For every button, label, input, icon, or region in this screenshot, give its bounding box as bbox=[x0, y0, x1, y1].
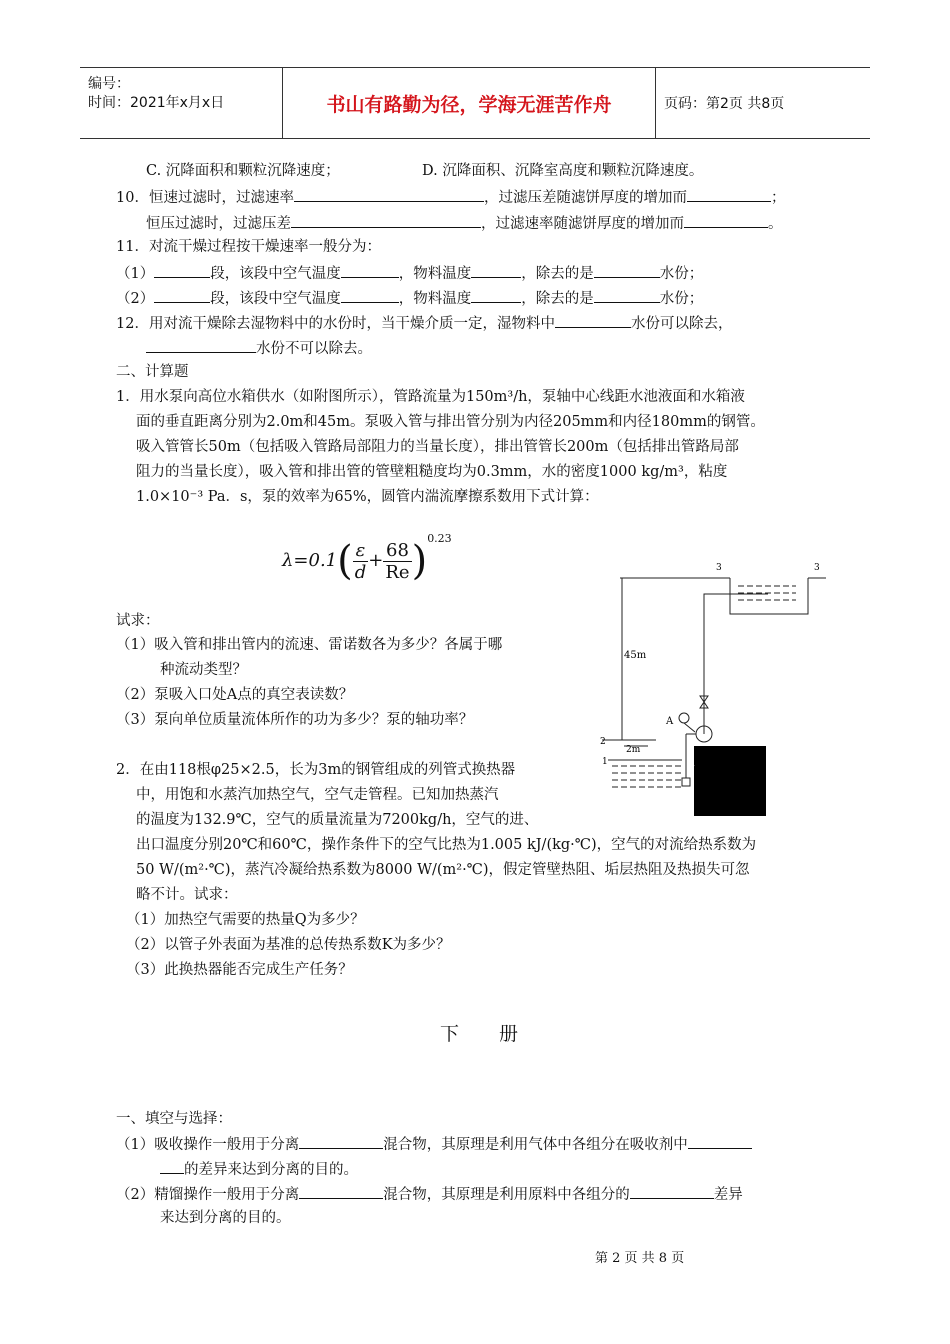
header-page-info: 页码：第2页 共8页 bbox=[664, 96, 785, 112]
blank[interactable] bbox=[154, 288, 210, 303]
problem-2-line4: 出口温度分别20℃和60℃，操作条件下的空气比热为1.005 kJ/(kg·℃)，空气的对流给热系数为 bbox=[136, 837, 757, 853]
text: ，物料温度 bbox=[398, 266, 472, 282]
height-label: 45m bbox=[624, 650, 647, 661]
text: （2）精馏操作一般用于分离 bbox=[116, 1187, 300, 1203]
header-right-cell bbox=[656, 68, 870, 138]
text: ，除去的是 bbox=[521, 266, 594, 282]
datum-3-right-label: 3 bbox=[814, 563, 820, 573]
option-d: D. 沉降面积、沉降室高度和颗粒沉降速度。 bbox=[422, 163, 704, 179]
blank[interactable] bbox=[299, 1184, 383, 1199]
item-number: （1） bbox=[116, 266, 155, 282]
text: 12．用对流干燥除去湿物料中的水份时，当干燥介质一定，湿物料中 bbox=[116, 316, 555, 332]
blank[interactable] bbox=[291, 213, 481, 228]
text: ，物料温度 bbox=[398, 291, 472, 307]
blank[interactable] bbox=[688, 1134, 752, 1149]
header-motto: 书山有路勤为径，学海无涯苦作舟 bbox=[326, 94, 612, 116]
open-paren: ( bbox=[337, 538, 353, 584]
fill-2-line2: 来达到分离的目的。 bbox=[160, 1210, 291, 1226]
blank[interactable] bbox=[146, 338, 256, 353]
friction-formula bbox=[282, 532, 452, 584]
question-11: 11．对流干燥过程按干燥速率一般分为： bbox=[116, 239, 381, 255]
question-12-line1 bbox=[116, 313, 732, 333]
text: ，除去的是 bbox=[521, 291, 594, 307]
question-12-line2 bbox=[146, 338, 372, 358]
doc-number-label: 编号： bbox=[88, 76, 130, 92]
fill-1-line2 bbox=[160, 1159, 358, 1179]
page-header bbox=[80, 67, 870, 139]
problem-1-line1: 1．用水泵向高位水箱供水（如附图所示），管路流量为150m³/h，泵轴中心线距水池液面和水箱液 bbox=[116, 389, 745, 405]
blank[interactable] bbox=[341, 288, 399, 303]
problem-2-q3: （3）此换热器能否完成生产任务？ bbox=[126, 962, 353, 978]
problem-1-line2: 面的垂直距离分别为2.0m和45m。泵吸入管与排出管分别为内径205mm和内径180mm的钢管。 bbox=[136, 414, 765, 430]
problem-2-q1: （1）加热空气需要的热量Q为多少？ bbox=[126, 912, 365, 928]
problem-1-q1-line1: （1）吸入管和排出管内的流速、雷诺数各为多少？各属于哪 bbox=[116, 637, 503, 653]
pressure-gauge-icon bbox=[679, 713, 689, 723]
blank[interactable] bbox=[471, 288, 521, 303]
fill-1-line1 bbox=[116, 1134, 752, 1154]
fraction-epsilon-d bbox=[353, 540, 369, 583]
q10-text-a: 10．恒速过滤时，过滤速率 bbox=[116, 190, 294, 206]
datum-1-label: 1 bbox=[602, 757, 608, 767]
q10-text-c: ； bbox=[770, 190, 786, 206]
formula-lhs: λ=0.1 bbox=[282, 550, 338, 571]
text: 段，该段中空气温度 bbox=[210, 291, 341, 307]
question-10-line1 bbox=[116, 187, 785, 207]
ask-label: 试求： bbox=[116, 613, 160, 629]
blank[interactable] bbox=[471, 263, 521, 278]
section-2-title: 二、计算题 bbox=[116, 364, 189, 380]
blank[interactable] bbox=[160, 1159, 184, 1174]
suction-height-label: 2m bbox=[626, 745, 641, 755]
text: 水份； bbox=[659, 291, 704, 307]
point-a-label: A bbox=[666, 716, 674, 727]
blank[interactable] bbox=[630, 1184, 714, 1199]
text: 水份可以除去， bbox=[630, 316, 733, 332]
header-left-cell bbox=[80, 68, 283, 138]
exponent: 0.23 bbox=[427, 532, 452, 545]
problem-2-line5: 50 W/(m²·℃)，蒸汽冷凝给热系数为8000 W/(m²·℃)，假定管壁热阻、垢层热阻及热损失可忽 bbox=[136, 862, 750, 878]
problem-2-line1: 2．在由118根φ25×2.5，长为3m的钢管组成的列管式换热器 bbox=[116, 762, 516, 778]
doc-date-label: 时间：2021年x月x日 bbox=[88, 95, 225, 111]
volume-2-title: 下册 bbox=[440, 1023, 559, 1045]
item-number: （2） bbox=[116, 291, 155, 307]
problem-2-q2: （2）以管子外表面为基准的总传热系数K为多少？ bbox=[126, 937, 451, 953]
gauge-line bbox=[684, 723, 695, 732]
blank[interactable] bbox=[555, 313, 631, 328]
numerator: 68 bbox=[383, 540, 411, 562]
datum-3-label: 3 bbox=[716, 563, 722, 573]
text: 段，该段中空气温度 bbox=[210, 266, 341, 282]
blank[interactable] bbox=[154, 263, 210, 278]
q10-text-d: 恒压过滤时，过滤压差 bbox=[146, 216, 291, 232]
problem-1-q3: （3）泵向单位质量流体所作的功为多少？泵的轴功率？ bbox=[116, 712, 474, 728]
text: 混合物，其原理是利用气体中各组分在吸收剂中 bbox=[383, 1137, 688, 1153]
text: 差异 bbox=[713, 1187, 743, 1203]
pump-system-diagram bbox=[596, 556, 836, 826]
blank[interactable] bbox=[294, 187, 484, 202]
question-11-item1 bbox=[116, 263, 703, 283]
problem-1-q1-line2: 种流动类型？ bbox=[160, 662, 247, 678]
fraction-68-re bbox=[383, 540, 411, 583]
close-paren: ) bbox=[411, 538, 428, 584]
blank[interactable] bbox=[341, 263, 399, 278]
question-10-line2 bbox=[146, 213, 783, 233]
page-footer: 第 2 页 共 8 页 bbox=[595, 1251, 685, 1266]
problem-1-line5: 1.0×10⁻³ Pa．s，泵的效率为65%，圆管内湍流摩擦系数用下式计算： bbox=[136, 489, 599, 505]
question-11-item2 bbox=[116, 288, 703, 308]
inlet-pipe bbox=[704, 594, 768, 624]
option-c: C. 沉降面积和颗粒沉降速度； bbox=[146, 163, 340, 179]
upper-tank bbox=[730, 578, 808, 614]
text: （1）吸收操作一般用于分离 bbox=[116, 1137, 300, 1153]
pump-label-1: 1 bbox=[690, 759, 696, 769]
blank[interactable] bbox=[299, 1134, 383, 1149]
denominator: d bbox=[354, 561, 367, 583]
problem-2-line2: 中，用饱和水蒸汽加热空气，空气走管程。已知加热蒸汽 bbox=[136, 787, 499, 803]
q10-text-f: 。 bbox=[768, 216, 783, 232]
numerator: ε bbox=[353, 540, 369, 562]
problem-1-line3: 吸入管管长50m（包括吸入管路局部阻力的当量长度），排出管管长200m（包括排出管路局部 bbox=[136, 439, 739, 455]
denominator: Re bbox=[385, 561, 410, 583]
blank[interactable] bbox=[687, 187, 771, 202]
foot-valve-icon bbox=[682, 778, 690, 786]
section-1-title: 一、填空与选择： bbox=[116, 1111, 232, 1127]
fill-2-line1 bbox=[116, 1184, 743, 1204]
text: 水份不可以除去。 bbox=[256, 341, 372, 357]
header-middle-cell bbox=[283, 68, 656, 138]
blank[interactable] bbox=[594, 263, 660, 278]
pump-base bbox=[694, 746, 766, 816]
problem-2-line3: 的温度为132.9℃，空气的质量流量为7200kg/h，空气的进、 bbox=[136, 812, 539, 828]
q10-text-e: ，过滤速率随滤饼厚度的增加而 bbox=[481, 216, 684, 232]
blank[interactable] bbox=[594, 288, 660, 303]
datum-2-label: 2 bbox=[600, 737, 606, 747]
plus-sign: + bbox=[368, 550, 384, 571]
problem-2-line6: 略不计。试求： bbox=[136, 887, 238, 903]
text: 水份； bbox=[659, 266, 704, 282]
text: 的差异来达到分离的目的。 bbox=[184, 1162, 358, 1178]
q10-text-b: ，过滤压差随滤饼厚度的增加而 bbox=[483, 190, 687, 206]
blank[interactable] bbox=[684, 213, 768, 228]
problem-1-q2: （2）泵吸入口处A点的真空表读数？ bbox=[116, 687, 354, 703]
text: 混合物，其原理是利用原料中各组分的 bbox=[383, 1187, 630, 1203]
problem-1-line4: 阻力的当量长度），吸入管和排出管的管壁粗糙度均为0.3mm，水的密度1000 kg/m³，粘度 bbox=[136, 464, 728, 480]
